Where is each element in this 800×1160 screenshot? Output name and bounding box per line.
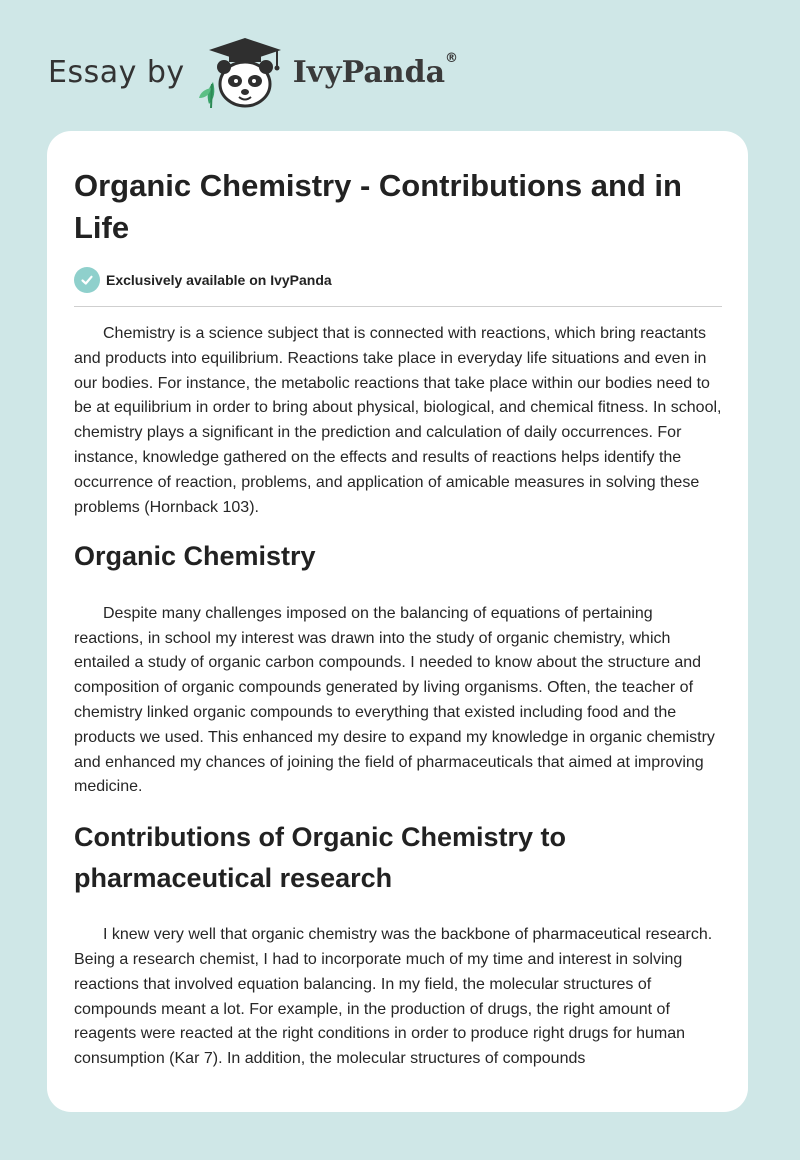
essay-card <box>47 131 748 1112</box>
title-divider <box>74 306 722 307</box>
exclusive-badge-text: Exclusively available on IvyPanda <box>106 272 332 288</box>
brand-prefix: Essay by <box>48 54 185 90</box>
section-paragraph-organic-chemistry: Despite many challenges imposed on the balancing of equations of pertaining reactions, in school my interest was drawn into the study of organic chemistry, which entailed a study of organic carbon compounds. I needed to know about the structure and composition of organic compounds generated by living organisms. Often, the teacher of chemistry linked organic compounds to everything that existed including food and the products we used. This enhanced my desire to expand my knowledge in organic chemistry and enhanced my chances of joining the field of pharmaceuticals that aimed at improving medicine. <box>74 604 715 796</box>
section-heading-contributions: Contributions of Organic Chemistry to pharmaceutical research <box>74 822 567 893</box>
exclusive-badge <box>74 267 722 293</box>
essay-title: Organic Chemistry - Contributions and in Life <box>74 168 682 245</box>
check-icon <box>74 267 100 293</box>
intro-paragraph: Chemistry is a science subject that is connected with reactions, which bring reactants and products into equilibrium. Reactions take place in everyday life situations and even in our bodies. For instance, the metabolic reactions that take place within our bodies need to be at equilibrium in order to bring about physical, biological, and chemical fitness. In school, chemistry plays a significant in the prediction and calculation of daily occurrences. For instance, knowledge gathered on the effects and results of reactions helps identify the occurrence of reaction, problems, and application of amicable measures in solving these problems (Hornback 103). <box>74 325 722 516</box>
site-brand[interactable] <box>48 34 458 110</box>
section-heading-organic-chemistry: Organic Chemistry <box>74 541 316 572</box>
panda-logo-icon <box>195 34 287 110</box>
registered-mark: ® <box>445 50 459 66</box>
section-paragraph-contributions: I knew very well that organic chemistry was the backbone of pharmaceutical research. Being a research chemist, I had to incorporate much of my time and interest in solving reactions that involved equation balancing. In my field, the molecular structures of compounds meant a lot. For example, in the production of drugs, the right amount of reagents were reacted at the right conditions in order to produce right drugs for human consumption (Kar 7). In addition, the molecular structures of compounds <box>74 926 713 1068</box>
brand-name: IvyPanda® <box>292 50 459 90</box>
